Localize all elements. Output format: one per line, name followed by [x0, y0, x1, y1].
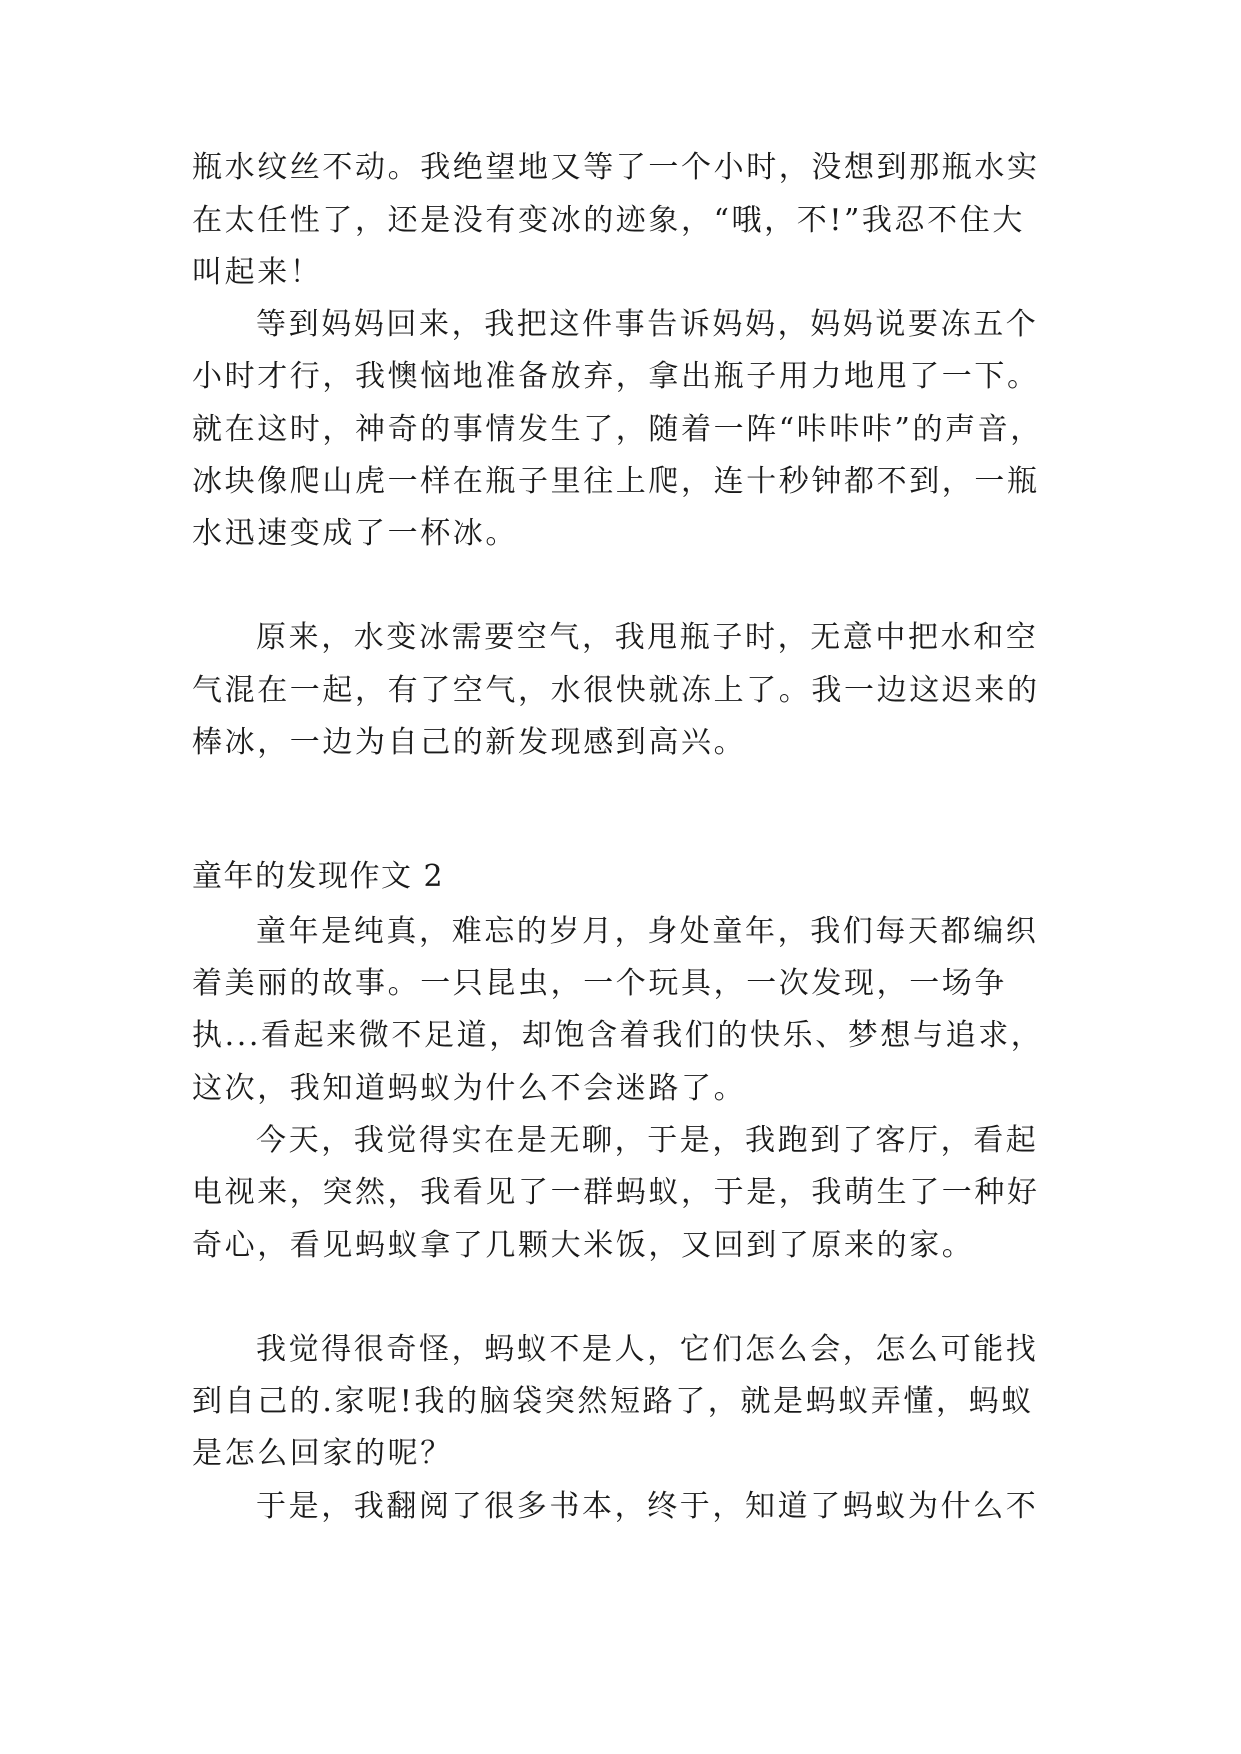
- text-line: 就在这时，神奇的事情发生了，随着一阵“咔咔咔”的声音，: [192, 412, 1043, 447]
- text-line: 水迅速变成了一杯冰。: [192, 516, 518, 551]
- text-line: 冰块像爬山虎一样在瓶子里往上爬，连十秒钟都不到，一瓶: [192, 464, 1040, 499]
- text-line: 童年是纯真，难忘的岁月，身处童年，我们每天都编织: [256, 914, 1039, 949]
- text-line: 等到妈妈回来，我把这件事告诉妈妈，妈妈说要冻五个: [256, 307, 1039, 342]
- text-line: 在太任性了，还是没有变冰的迹象，“哦，不!”我忍不住大: [192, 203, 1025, 238]
- text-line: 执...看起来微不足道，却饱含着我们的快乐、梦想与追求，: [192, 1018, 1044, 1053]
- text-line: 到自己的.家呢!我的脑袋突然短路了，就是蚂蚁弄懂，蚂蚁: [192, 1384, 1034, 1419]
- text-line: 棒冰，一边为自己的新发现感到高兴。: [192, 725, 747, 760]
- text-line: 着美丽的故事。一只昆虫，一个玩具，一次发现，一场争: [192, 966, 1007, 1001]
- text-line: 电视来，突然，我看见了一群蚂蚁，于是，我萌生了一种好: [192, 1175, 1040, 1210]
- text-line: 我觉得很奇怪，蚂蚁不是人，它们怎么会，怎么可能找: [256, 1332, 1039, 1367]
- text-line: 小时才行，我懊恼地准备放弃，拿出瓶子用力地甩了一下。: [192, 359, 1040, 394]
- text-line: 奇心，看见蚂蚁拿了几颗大米饭，又回到了原来的家。: [192, 1228, 975, 1263]
- text-line: 瓶水纹丝不动。我绝望地又等了一个小时，没想到那瓶水实: [192, 150, 1040, 185]
- text-line: 今天，我觉得实在是无聊，于是，我跑到了客厅，看起: [256, 1123, 1039, 1158]
- text-line: 这次，我知道蚂蚁为什么不会迷路了。: [192, 1071, 747, 1106]
- text-line: 叫起来！: [192, 255, 323, 290]
- text-line: 是怎么回家的呢？: [192, 1436, 453, 1471]
- section-title: 童年的发现作文 2: [192, 859, 445, 894]
- text-line: 气混在一起，有了空气，水很快就冻上了。我一边这迟来的: [192, 673, 1040, 708]
- text-line: 原来，水变冰需要空气，我甩瓶子时，无意中把水和空: [256, 620, 1039, 655]
- text-line: 于是，我翻阅了很多书本，终于，知道了蚂蚁为什么不: [256, 1489, 1039, 1524]
